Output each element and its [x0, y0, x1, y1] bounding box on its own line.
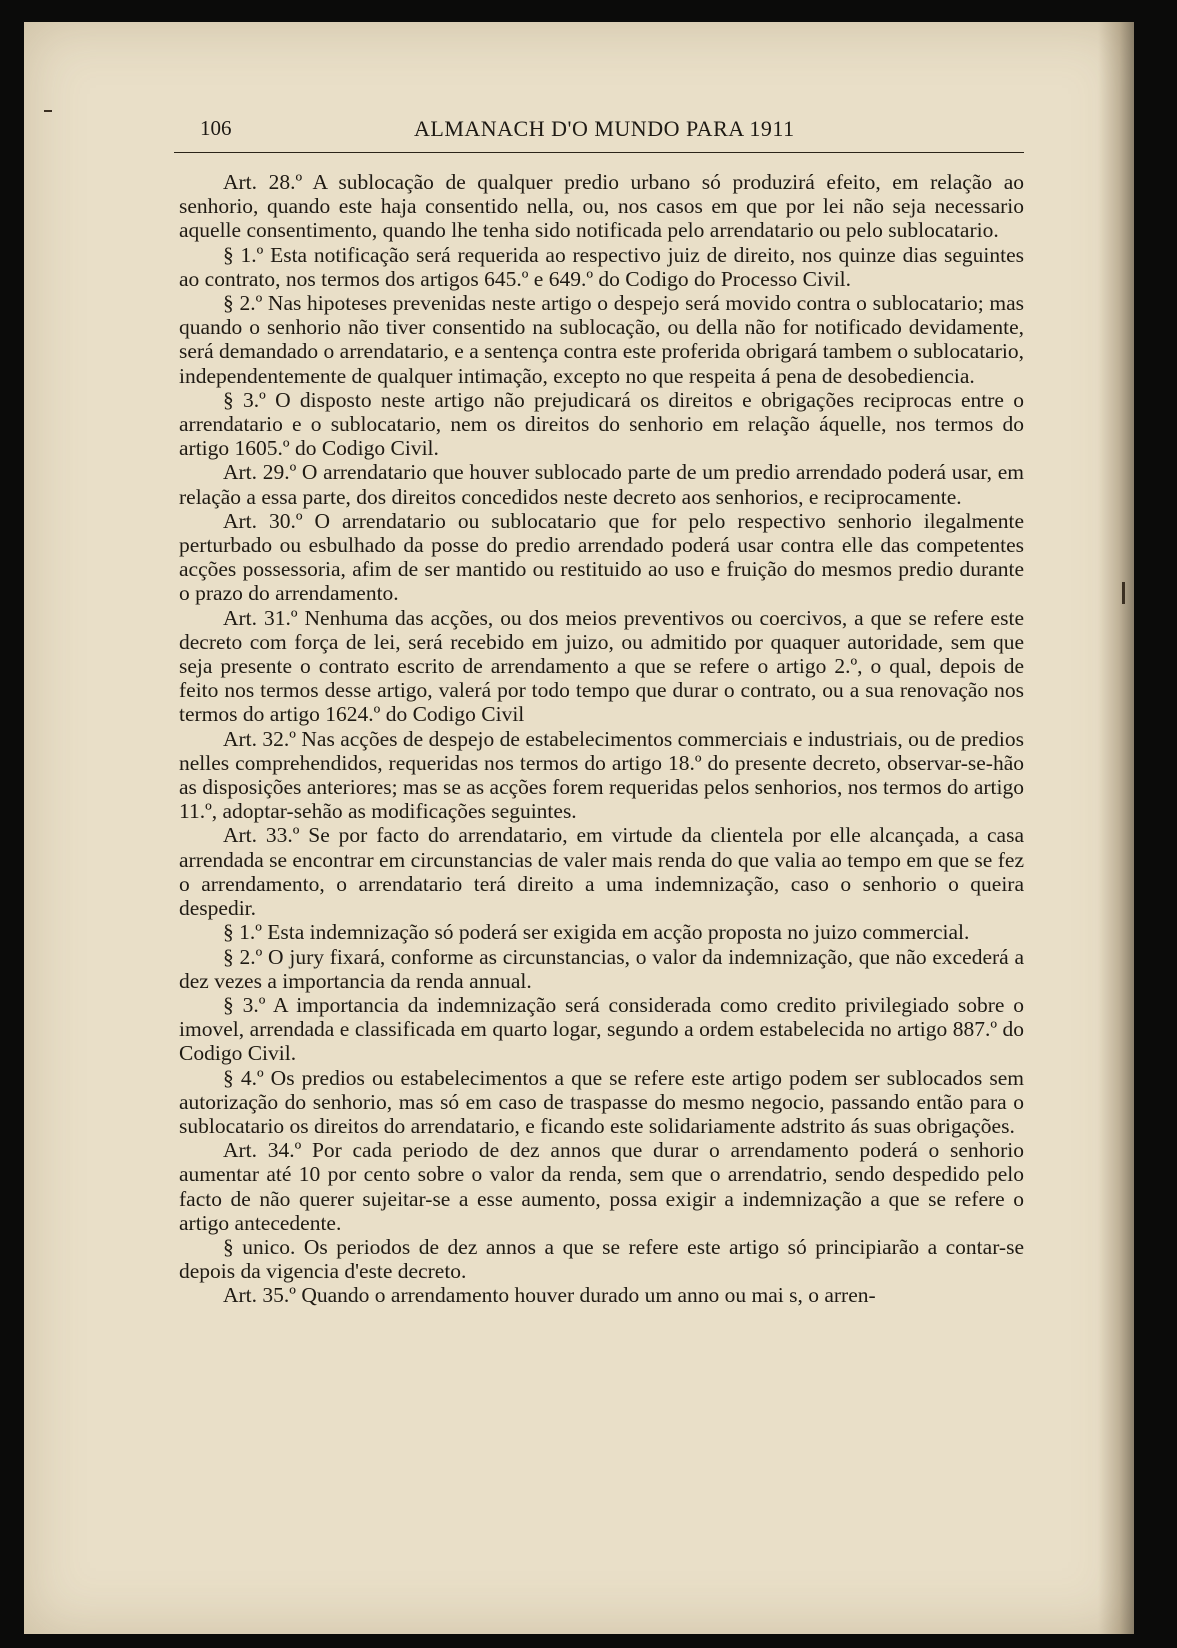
paragraph: § 1.º Esta indemnização só poderá ser exigida em acção proposta no juizo commercial. [223, 920, 970, 945]
paragraph: § 1.º Esta notificação será requerida ao respectivo juiz de direito, nos quinze dias seguintes ao contrato, nos termos dos artigos 645.º e 649.º do Codigo do Processo Civil. [179, 242, 1024, 291]
running-title [414, 116, 795, 142]
paragraph: Art. 29.º O arrendatario que houver sublocado parte de um predio arrendado poderá usar, em relação a essa parte, dos direitos concedidos neste decreto aos senhorios, e reciprocamente. [179, 460, 1024, 509]
paragraph: § 2.º O jury fixará, conforme as circunstancias, o valor da indemnização, que não excederá a dez vezes a importancia da renda annual. [179, 944, 1024, 993]
paragraph: § unico. Os periodos de dez annos a que se refere este artigo só principiarão a contar-se depois da vigencia d'este decreto. [179, 1234, 1024, 1284]
paragraph: § 2.º Nas hipoteses prevenidas neste artigo o despejo será movido contra o sublocatario; mas quando o senhorio não tiver consentido na sublocação, ou della não for notificado devidamente, será demandado o arrendatario, e a sentença contra este proferida obrigará tambem o sublocatario, independentemente de qualquer intimação, excepto no que respeita á pena de desobediencia. [179, 291, 1024, 388]
paragraph: Art. 28.º A sublocação de qualquer predio urbano só produzirá efeito, em relação ao senhorio, quando este haja consentido nella, ou, nos casos em que por lei não seja necessario aquelle consentimento, quando lhe tenha sido notificada pelo arrendatario ou pelo sublocatario. [179, 170, 1024, 243]
margin-mark [44, 110, 52, 112]
scanned-page [24, 22, 1134, 1634]
page-header [174, 112, 1024, 153]
paragraph: Art. 34.º Por cada periodo de dez annos que durar o arrendamento poderá o senhorio aumentar até 10 por cento sobre o valor da renda, sem que o arrendatrio, sendo despedido pelo facto de não querer sujeitar-se a esse aumento, possa exigir a indemnização a que se refere o artigo antecedente. [179, 1138, 1024, 1235]
paragraph: Art. 35.º Quando o arrendamento houver durado um anno ou mai s, o arren- [223, 1283, 876, 1308]
page-number: 106 [200, 116, 232, 140]
paragraph: § 3.º A importancia da indemnização será considerada como credito privilegiado sobre o imovel, arrendada e classificada em quarto logar, segundo a ordem estabelecida no artigo 887.º do Codigo Civil. [179, 992, 1024, 1066]
paragraph: § 3.º O disposto neste artigo não prejudicará os direitos e obrigações reciprocas entre o arrendatario e o sublocatario, nem os direitos do senhorio em relação áquelle, nos termos do artigo 1605.º do Codigo Civil. [179, 387, 1024, 461]
paragraph: Art. 33.º Se por facto do arrendatario, em virtude da clientela por elle alcançada, a casa arrendada se encontrar em circunstancias de valer mais renda do que valia ao tempo em que se fez o arrendamento, o arrendatario terá direito a uma indemnização, caso o senhorio o queira despedir. [179, 823, 1024, 921]
paragraph: Art. 31.º Nenhuma das acções, ou dos meios preventivos ou coercivos, a que se refere este decreto com força de lei, será recebido em juizo, ou admitido por quaquer autoridade, sem que seja presente o contrato escrito de arrendamento a que se refere o artigo 2.º, o qual, depois de feito nos termos desse artigo, valerá por todo tempo que durar o contrato, ou a sua renovação nos termos do artigo 1624.º do Codigo Civil [179, 605, 1024, 727]
paragraph: Art. 30.º O arrendatario ou sublocatario que for pelo respectivo senhorio ilegalmente perturbado ou esbulhado da posse do predio arrendado poderá usar contra elle das competentes acções possessoria, afim de ser mantido ou restituido ao uso e fruição do mesmos predio durante o prazo do arrendamento. [179, 508, 1024, 606]
running-title-text: ALMANACH D'O MUNDO PARA 1911 [414, 116, 795, 141]
article-body [179, 170, 1024, 1308]
page-fold-shadow [1098, 22, 1134, 1634]
paragraph: Art. 32.º Nas acções de despejo de estabelecimentos commerciais e industriais, ou de predios nelles comprehendidos, requeridas nos termos do artigo 18.º do presente decreto, observar-se-hão as disposições anteriores; mas se as acções forem requeridas pelos senhorios, nos termos do artigo 11.º, adoptar-sehão as modificações seguintes. [179, 726, 1024, 824]
paragraph: § 4.º Os predios ou estabelecimentos a que se refere este artigo podem ser sublocados sem autorização do senhorio, mas só em caso de traspasse do mesmo negocio, passando então para o sublocatario os direitos do arrendatario, e ficando este solidariamente adstrito ás suas obrigações. [179, 1065, 1024, 1138]
margin-mark [1122, 582, 1125, 604]
